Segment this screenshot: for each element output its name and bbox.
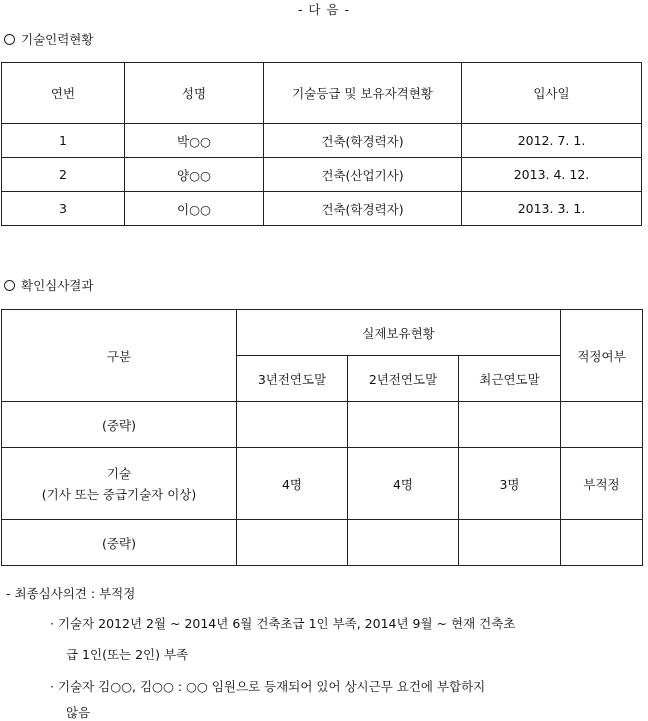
table-row xyxy=(2,124,642,158)
circle-bullet-icon xyxy=(4,280,15,291)
table-cell xyxy=(561,520,643,566)
table-row xyxy=(2,520,643,566)
table-cell: 건축(학경력자) xyxy=(264,124,462,158)
table-cell: 부적정 xyxy=(561,448,643,520)
table-cell: (중략) xyxy=(2,520,237,566)
section-review-result xyxy=(4,276,93,294)
section-technical-staff xyxy=(4,30,93,48)
document-heading: - 다 음 - xyxy=(297,2,351,17)
table-cell: 1 xyxy=(2,124,125,158)
table-cell: 2013. 4. 12. xyxy=(462,158,642,192)
header-cell: 입사일 xyxy=(462,63,642,124)
header-cell: 기술등급 및 보유자격현황 xyxy=(264,63,462,124)
table-header-row xyxy=(2,310,643,356)
header-cell-gubun: 구분 xyxy=(2,310,237,402)
final-bullet-line: 않음 xyxy=(66,705,91,720)
table-cell: 박○○ xyxy=(125,124,264,158)
table-cell xyxy=(459,402,561,448)
table-header-row xyxy=(2,63,642,124)
subheader-cell: 2년전연도말 xyxy=(348,356,459,402)
table-cell: 이○○ xyxy=(125,192,264,226)
header-cell-fit: 적정여부 xyxy=(561,310,643,402)
table-cell: 양○○ xyxy=(125,158,264,192)
final-opinion-title: - 최종심사의견 : 부적정 xyxy=(6,586,136,601)
section-title: 확인심사결과 xyxy=(21,278,94,293)
header-cell: 성명 xyxy=(125,63,264,124)
table-cell: 건축(산업기사) xyxy=(264,158,462,192)
table-cell xyxy=(237,402,348,448)
final-bullet-line: · 기술자 김○○, 김○○ : ○○ 임원으로 등재되어 있어 상시근무 요건에 부합하지 xyxy=(50,679,486,694)
table-cell: 3명 xyxy=(459,448,561,520)
table-row xyxy=(2,158,642,192)
final-bullet-line: · 기술자 2012년 2월 ~ 2014년 6월 건축초급 1인 부족, 2014년 9월 ~ 현재 건축초 xyxy=(50,616,516,631)
table-cell: 4명 xyxy=(237,448,348,520)
subheader-cell: 최근연도말 xyxy=(459,356,561,402)
section-title: 기술인력현황 xyxy=(21,32,94,47)
header-cell-group: 실제보유현황 xyxy=(237,310,561,356)
table-cell: 건축(학경력자) xyxy=(264,192,462,226)
table-cell: 4명 xyxy=(348,448,459,520)
table-cell xyxy=(459,520,561,566)
final-bullet-line: 급 1인(또는 2인) 부족 xyxy=(66,647,189,662)
row-label-line: 기술 xyxy=(106,466,132,481)
table-cell: 2012. 7. 1. xyxy=(462,124,642,158)
table-cell xyxy=(237,520,348,566)
review-result-table xyxy=(1,309,643,566)
table-cell: 2013. 3. 1. xyxy=(462,192,642,226)
subheader-cell: 3년전연도말 xyxy=(237,356,348,402)
header-cell: 연번 xyxy=(2,63,125,124)
table-row xyxy=(2,192,642,226)
table-row xyxy=(2,402,643,448)
table-cell xyxy=(348,520,459,566)
table-cell: 3 xyxy=(2,192,125,226)
row-label-line: (기사 또는 중급기술자 이상) xyxy=(41,487,197,502)
table-cell: 2 xyxy=(2,158,125,192)
table-cell xyxy=(348,402,459,448)
circle-bullet-icon xyxy=(4,34,15,45)
table-cell: (중략) xyxy=(2,402,237,448)
table-cell xyxy=(561,402,643,448)
table-row xyxy=(2,448,643,520)
table-cell xyxy=(2,448,237,520)
technical-staff-table xyxy=(1,62,642,226)
